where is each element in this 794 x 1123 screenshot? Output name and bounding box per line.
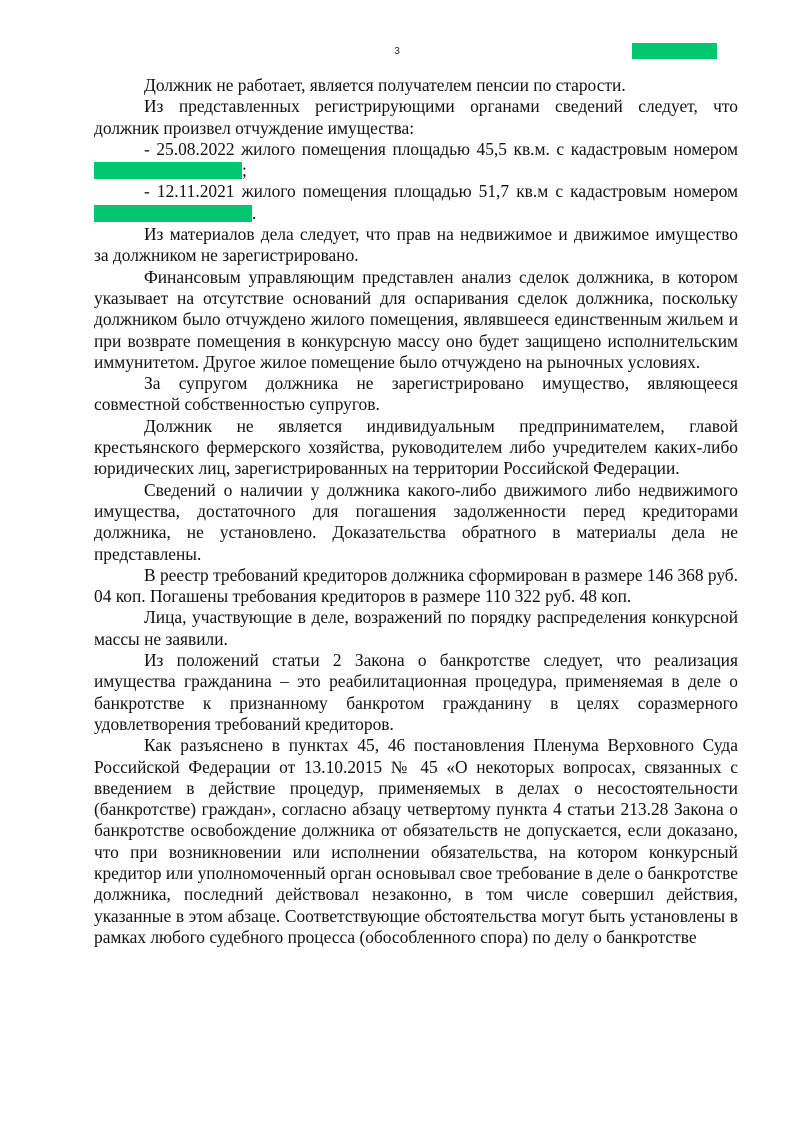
page-number: 3 (394, 46, 400, 57)
paragraph: В реестр требований кредиторов должника сформирован в размере 146 368 руб. 04 коп. Погашены требования кредиторов в размере 110 322 руб. 48 коп. (94, 564, 738, 607)
paragraph: Должник не является индивидуальным предпринимателем, главой крестьянского фермерского хозяйства, руководителем либо учредителем каких-либо юридических лиц, зарегистрированных на территории Российской Федерации. (94, 415, 738, 479)
paragraph: Должник не работает, является получателем пенсии по старости. (144, 75, 626, 95)
redacted-cadastral-number (94, 205, 252, 222)
paragraph: Из представленных регистрирующими органами сведений следует, что должник произвел отчуждение имущества: (94, 96, 738, 138)
redaction-stamp (632, 43, 717, 59)
paragraph-text: - 25.08.2022 жилого помещения площадью 45,5 кв.м. с кадастровым номером (144, 138, 738, 159)
punctuation: . (252, 202, 257, 223)
paragraph: Из положений статьи 2 Закона о банкротстве следует, что реализация имущества гражданина – это реабилитационная процедура, применяемая в деле о банкротстве к признанному банкротом гражданину в целях соразмерного удовлетворения требований кредиторов. (94, 650, 738, 734)
document-body (94, 75, 738, 948)
paragraph-text: - 12.11.2021 жилого помещения площадью 51,7 кв.м с кадастровым номером (144, 181, 738, 202)
paragraph-cadastral-2 (94, 181, 738, 224)
punctuation: ; (242, 160, 247, 181)
paragraph-cadastral-1 (94, 139, 738, 182)
paragraph: Финансовым управляющим представлен анализ сделок должника, в котором указывает на отсутствие оснований для оспаривания сделок должника, поскольку должником было отчуждено жилого помещения, являвшееся единственным жильем и при возврате помещения в конкурсную массу оно будет защищено исполнительским иммунитетом. Другое жилое помещение было отчуждено на рыночных условиях. (94, 266, 738, 372)
paragraph: Как разъяснено в пунктах 45, 46 постановления Пленума Верховного Суда Российской Федерации от 13.10.2015 № 45 «О некоторых вопросах, связанных с введением в действие процедур, применяемых в делах о несостоятельности (банкротстве) граждан», согласно абзацу четвертому пункта 4 статьи 213.28 Закона о банкротстве освобождение должника от обязательств не допускается, если доказано, что при возникновении или исполнении обязательства, на котором конкурсный кредитор или уполномоченный орган основывал свое требование в деле о банкротстве должника, последний действовал незаконно, в том числе совершил действия, указанные в этом абзаце. Соответствующие обстоятельства могут быть установлены в рамках любого судебного процесса (обособленного спора) по делу о банкротстве (94, 735, 738, 947)
paragraph: Сведений о наличии у должника какого-либо движимого либо недвижимого имущества, достаточного для погашения задолженности перед кредиторами должника, не установлено. Доказательства обратного в материалы дела не представлены. (94, 479, 738, 564)
paragraph: Лица, участвующие в деле, возражений по порядку распределения конкурсной массы не заявили. (94, 607, 738, 649)
redacted-cadastral-number (94, 162, 242, 179)
paragraph: За супругом должника не зарегистрировано имущество, являющееся совместной собственностью супругов. (94, 373, 738, 415)
paragraph: Из материалов дела следует, что прав на недвижимое и движимое имущество за должником не зарегистрировано. (94, 224, 738, 266)
